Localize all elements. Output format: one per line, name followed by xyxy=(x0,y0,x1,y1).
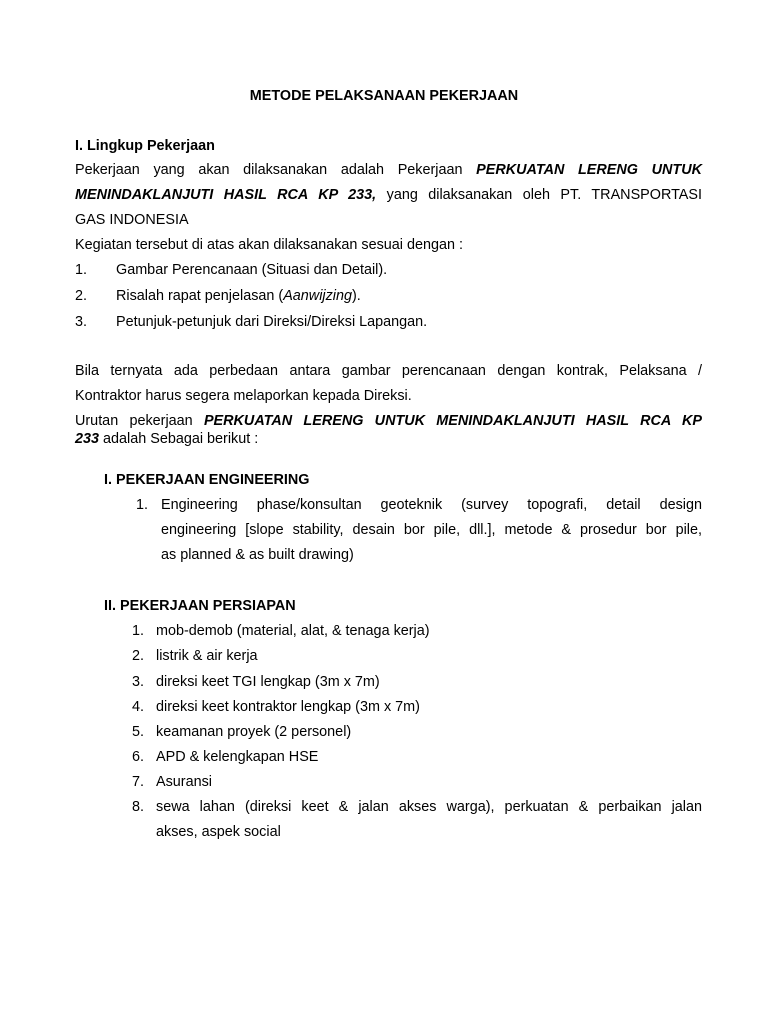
list-item-number: 4. xyxy=(132,699,145,715)
para3-line1-bold: PERKUATAN LERENG UNTUK MENINDAKLANJUTI HASIL RCA KP xyxy=(203,413,702,429)
list-item-text-pre: Risalah rapat penjelasan ( xyxy=(116,288,284,304)
para1-line2-text: yang dilaksanakan oleh PT. TRANSPORTASI xyxy=(386,187,703,203)
para3-line2 xyxy=(75,429,258,449)
para3-line1 xyxy=(75,411,702,431)
para1-line1 xyxy=(75,160,702,180)
para3-line2-bold: 233 xyxy=(75,431,100,447)
list-item-text: direksi keet kontraktor lengkap (3m x 7m) xyxy=(156,699,420,715)
list-item-number: 2. xyxy=(132,648,145,664)
section-heading-lingkup: I. Lingkup Pekerjaan xyxy=(75,138,215,154)
para1-line1-bold: PERKUATAN LERENG UNTUK xyxy=(476,162,702,178)
list-item-number: 8. xyxy=(132,799,145,815)
engineering-line3: as planned & as built drawing) xyxy=(161,547,354,563)
list-item-text xyxy=(116,286,361,306)
engineering-line1: Engineering phase/konsultan geoteknik (survey topografi, detail design xyxy=(161,497,702,513)
list-item-number: 2. xyxy=(75,288,88,304)
list-item-text: Gambar Perencanaan (Situasi dan Detail). xyxy=(116,262,388,278)
engineering-line2: engineering [slope stability, desain bor pile, dll.], metode & prosedur bor pile, xyxy=(161,522,702,538)
list-item-number: 6. xyxy=(132,749,145,765)
para2-line2: Kontraktor harus segera melaporkan kepada Direksi. xyxy=(75,388,412,404)
document-title: METODE PELAKSANAAN PEKERJAAN xyxy=(249,88,519,104)
list-item-number: 5. xyxy=(132,724,145,740)
list-item-text-continuation: akses, aspek social xyxy=(156,824,281,840)
para1-line3: GAS INDONESIA xyxy=(75,212,189,228)
list-item-number: 3. xyxy=(75,314,88,330)
list-item-number: 1. xyxy=(75,262,88,278)
heading-pekerjaan-persiapan: II. PEKERJAAN PERSIAPAN xyxy=(104,598,296,614)
list-item-text: mob-demob (material, alat, & tenaga kerja) xyxy=(156,623,430,639)
list-item-text: direksi keet TGI lengkap (3m x 7m) xyxy=(156,674,380,690)
list-item-text: sewa lahan (direksi keet & jalan akses warga), perkuatan & perbaikan jalan xyxy=(156,799,702,815)
para3-line2-text: adalah Sebagai berikut : xyxy=(99,431,259,447)
list-item-number: 7. xyxy=(132,774,145,790)
list-item-text: Asuransi xyxy=(156,774,212,790)
list-item-text: APD & kelengkapan HSE xyxy=(156,749,319,765)
list-item-number: 1. xyxy=(132,623,145,639)
heading-pekerjaan-engineering: I. PEKERJAAN ENGINEERING xyxy=(104,472,310,488)
para2-line1: Bila ternyata ada perbedaan antara gambar perencanaan dengan kontrak, Pelaksana / xyxy=(75,363,702,379)
para3-line1-text: Urutan pekerjaan xyxy=(75,413,204,429)
para1-line2-bold: MENINDAKLANJUTI HASIL RCA KP 233, xyxy=(75,187,377,203)
list-item-number: 1. xyxy=(136,497,149,513)
list-item-text-post: ). xyxy=(352,288,361,304)
list-item-number: 3. xyxy=(132,674,145,690)
para1-line1-text: Pekerjaan yang akan dilaksanakan adalah Pekerjaan xyxy=(75,162,477,178)
para1-line2 xyxy=(75,185,702,205)
list-item-text-italic: Aanwijzing xyxy=(283,288,352,304)
intro-line: Kegiatan tersebut di atas akan dilaksanakan sesuai dengan : xyxy=(75,237,464,253)
list-item-text: listrik & air kerja xyxy=(156,648,258,664)
list-item-text: Petunjuk-petunjuk dari Direksi/Direksi Lapangan. xyxy=(116,314,428,330)
list-item-text: keamanan proyek (2 personel) xyxy=(156,724,352,740)
